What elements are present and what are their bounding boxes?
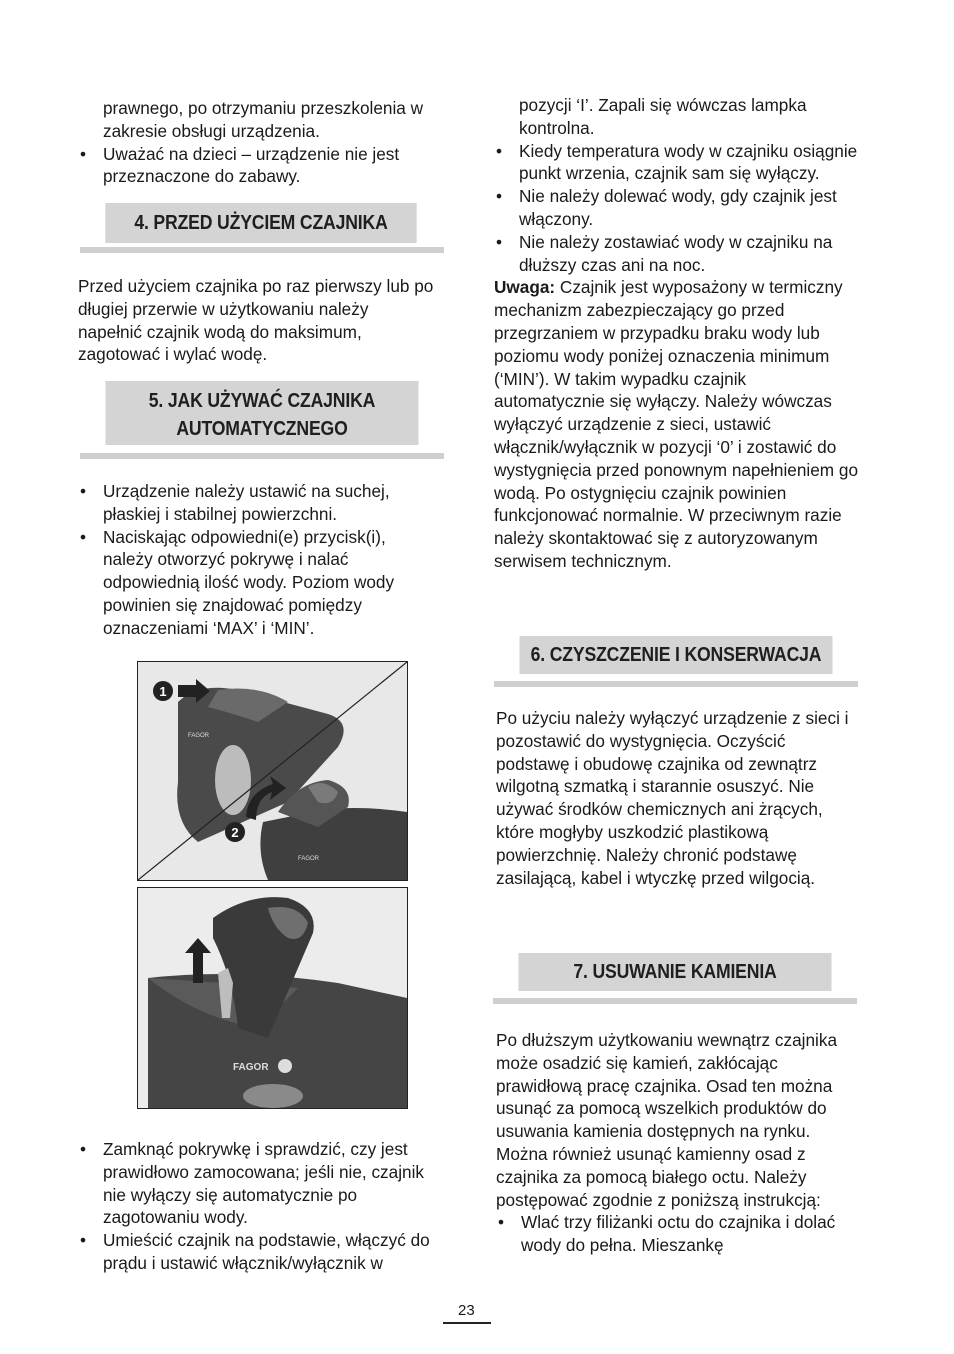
- right-continuation: pozycji ‘I’. Zapali się wówczas lampka kontrolna.: [519, 95, 807, 138]
- kettle-open-lid-drawing: [138, 662, 407, 880]
- note-paragraph: [494, 276, 860, 572]
- section-5-bullets-a: [78, 480, 434, 640]
- step-2-marker: 2: [231, 825, 239, 840]
- heading-4-underline: [80, 247, 444, 253]
- heading-section-5: [105, 381, 418, 445]
- illustration-lid-latch: [137, 887, 408, 1109]
- note-label: Uwaga:: [494, 277, 556, 298]
- brand-logo-small-2: FAGOR: [298, 856, 320, 862]
- heading-6-underline: [494, 681, 858, 687]
- brand-logo: FAGOR: [233, 1062, 269, 1073]
- illustration-open-lid: [137, 661, 408, 881]
- heading-section-4: 4. PRZED UŻYCIEM CZAJNIKA: [105, 203, 416, 243]
- heading-5-line-1: 5. JAK UŻYWAĆ CZAJNIKA: [148, 389, 376, 412]
- heading-section-6: 6. CZYSZCZENIE I KONSERWACJA: [519, 636, 832, 674]
- left-intro: [78, 97, 444, 188]
- bullet-close-lid: • Zamknąć pokrywkę i sprawdzić, czy jest prawidłowo zamocowana; jeśli nie, czajnik nie wyłączy się automatycznie po zagotowaniu wody.: [78, 1138, 444, 1229]
- bullet-no-standing-water: • Nie należy zostawiać wody w czajniku na dłuższy czas ani na noc.: [494, 231, 860, 277]
- bullet-surface: • Urządzenie należy ustawić na suchej, płaskiej i stabilnej powierzchni.: [78, 480, 434, 526]
- bullet-place-base: • Umieścić czajnik na podstawie, włączyć do prądu i ustawić włącznik/wyłącznik w: [78, 1229, 444, 1275]
- kettle-lid-latch-drawing: [138, 888, 407, 1108]
- step-1-marker: 1: [159, 684, 167, 699]
- page-number: 23: [458, 1302, 475, 1319]
- intro-continuation: prawnego, po otrzymaniu przeszkolenia w zakresie obsługi urządzenia.: [103, 98, 424, 141]
- section-7-paragraph: Po dłuższym użytkowaniu wewnątrz czajnika może osadzić się kamień, zakłócając prawidłową pracę czajnika. Osad ten można usunąć za pomocą wszelkich produktów do usuwania kamienia dostępnych na rynku. Można również usunąć kamienny osad z czajnika za pomocą białego octu. Należy postępować zgodnie z poniższą instrukcją:: [496, 1030, 838, 1210]
- note-text: Czajnik jest wyposażony w termiczny mechanizm zabezpieczający go przed przegrzaniem w przypadku braku wody lub poziomu wody poniżej oznaczenia minimum (‘MIN’). W takim wypadku czajnik automatycznie się wyłączy. Należy wówczas wyłączyć urządzenie z sieci, ustawić włącznik/wyłącznik w pozycji ‘0’ i zostawić do wystygnięcia przed ponownym napełnieniem go wodą. Po ostygnięciu czajnik powinien funkcjonować normalnie. W przeciwnym razie należy skontaktować się z autoryzowanym serwisem technicznym.: [494, 277, 859, 571]
- section-7-text: [496, 1029, 858, 1257]
- section-6-text: [496, 707, 858, 889]
- page-number-rule: [443, 1322, 491, 1324]
- heading-5-underline: [80, 453, 444, 459]
- heading-7-underline: [493, 998, 857, 1004]
- section-6-paragraph: Po użyciu należy wyłączyć urządzenie z sieci i pozostawić do wystygnięcia. Oczyścić podstawę i obudowę czajnika od zewnątrz wilgotną szmatką i starannie osuszyć. Nie używać środków chemicznych ani żrących, które mogłyby uszkodzić plastikową powierzchnię. Należy chronić podstawę zasilającą, kabel i wtyczkę przed wilgocią.: [496, 708, 849, 888]
- bullet-children: • Uważać na dzieci – urządzenie nie jest przeznaczone do zabawy.: [78, 143, 444, 189]
- brand-logo-small-1: FAGOR: [188, 733, 210, 739]
- heading-section-7: 7. USUWANIE KAMIENIA: [518, 953, 831, 991]
- section-4-paragraph: Przed użyciem czajnika po raz pierwszy lub po długiej przerwie w użytkowaniu należy napełnić czajnik wodą do maksimum, zagotować i wylać wodę.: [78, 276, 434, 365]
- bullet-no-refill: • Nie należy dolewać wody, gdy czajnik jest włączony.: [494, 185, 860, 231]
- heading-5-line-2: AUTOMATYCZNEGO: [176, 417, 348, 440]
- bullet-boiling: • Kiedy temperatura wody w czajniku osiągnie punkt wrzenia, czajnik sam się wyłączy.: [494, 140, 860, 186]
- right-upper-text: [494, 94, 860, 573]
- section-4-text: [78, 275, 434, 366]
- section-5-bullets-b: [78, 1138, 444, 1275]
- bullet-fill-water: • Naciskając odpowiedni(e) przycisk(i), należy otworzyć pokrywę i nalać odpowiednią ilość wody. Poziom wody powinien się znajdować pomiędzy oznaczeniami ‘MAX’ i ‘MIN’.: [78, 526, 434, 640]
- bullet-vinegar: • Wlać trzy filiżanki octu do czajnika i dolać wody do pełna. Mieszankę: [496, 1211, 858, 1257]
